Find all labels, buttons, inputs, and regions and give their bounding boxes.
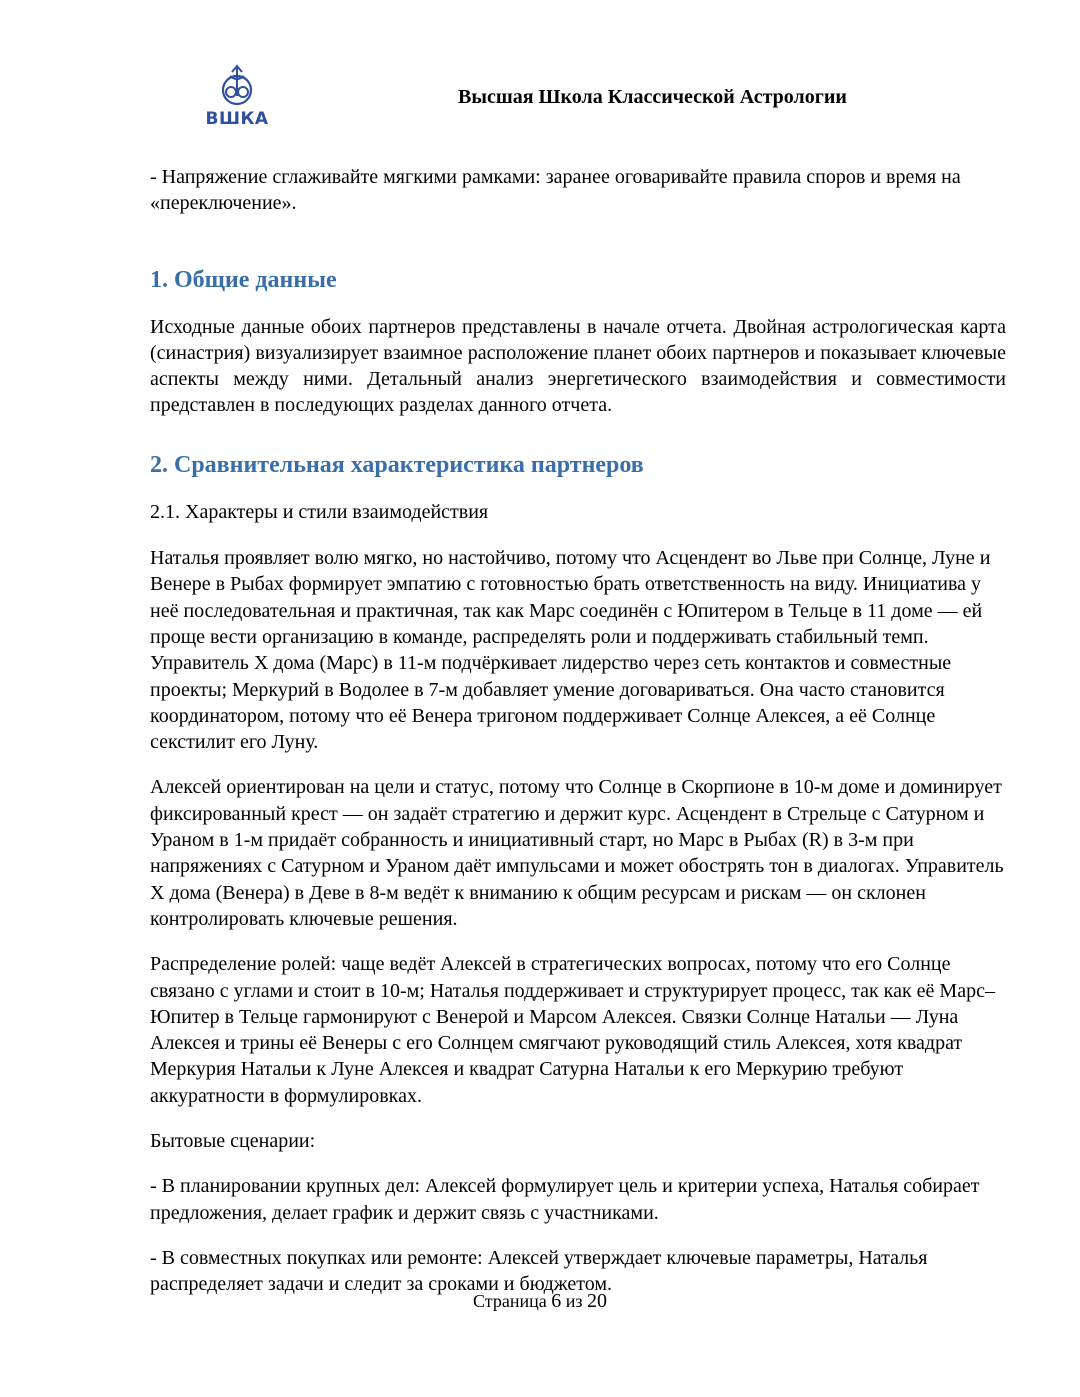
paragraph-roles: Распределение ролей: чаще ведёт Алексей в стратегических вопросах, потому что его Солнце связано с углами и стоит в 10-м; Наталья поддерживает и структурирует процесс, так как её Марс–Юпитер в Тельце гармонируют с Венерой и Марсом Алексея. Связки Солнце Натальи — Луна Алексея и трины её Венеры с его Солнцем смягчают руководящий стиль Алексея, хотя квадрат Меркурия Натальи к Луне Алексея и квадрат Сатурна Натальи к его Меркурию требуют аккуратности в формулировках.	[150, 953, 995, 1107]
school-logo	[205, 62, 269, 128]
footer-separator: из	[565, 1291, 583, 1311]
page-footer	[0, 1290, 1080, 1313]
paragraph-aleksei: Алексей ориентирован на цели и статус, потому что Солнце в Скорпионе в 10-м доме и доминирует фиксированный крест — он задаёт стратегию и держит курс. Асцендент в Стрельце с Сатурном и Ураном в 1-м придаёт собранность и инициативный старт, но Марс в Рыбах (R) в 3-м при напряжениях с Сатурном и Ураном даёт импульсами и может обострять тон в диалогах. Управитель X дома (Венера) в Деве в 8-м ведёт к вниманию к общим ресурсам и рискам — он склонен контролировать ключевые решения.	[150, 776, 1004, 930]
footer-total-pages: 20	[586, 1290, 607, 1312]
footer-prefix: Страница	[473, 1291, 547, 1311]
footer-current-page: 6	[551, 1290, 562, 1312]
intro-line: - Напряжение сглаживайте мягкими рамками: заранее оговаривайте правила споров и время на «переключение».	[150, 166, 961, 215]
astrology-emblem-icon	[215, 62, 259, 108]
section-1-paragraph: Исходные данные обоих партнеров представлены в начале отчета. Двойная астрологическая карта (синастрия) визуализирует взаимное расположение планет обоих партнеров и показывает ключевые аспекты между ними. Детальный анализ энергетического взаимодействия и совместимости представлен в последующих разделах данного отчета.	[150, 315, 1006, 417]
header-title: Высшая Школа Классической Астрологии	[458, 86, 847, 108]
paragraph-scenario-purchases: - В совместных покупках или ремонте: Алексей утверждает ключевые параметры, Наталья распределяет задачи и следит за сроками и бюджетом.	[150, 1246, 928, 1296]
section-1-heading: 1. Общие данные	[150, 266, 337, 293]
document-body	[150, 164, 1006, 1298]
section-2-subheading: 2.1. Характеры и стили взаимодействия	[150, 500, 489, 523]
section-2-heading: 2. Сравнительная характеристика партнеров	[150, 451, 644, 478]
paragraph-natalia: Наталья проявляет волю мягко, но настойчиво, потому что Асцендент во Льве при Солнце, Луне и Венере в Рыбах формирует эмпатию с готовностью брать ответственность на виду. Инициатива у неё последовательная и практичная, так как Марс соединён с Юпитером в Тельце в 11 доме — ей проще вести организацию в команде, распределять роли и поддерживать стабильный темп. Управитель X дома (Марс) в 11-м подчёркивает лидерство через сеть контактов и совместные проекты; Меркурий в Водолее в 7-м добавляет умение договариваться. Она часто становится координатором, потому что её Венера тригоном поддерживает Солнце Алексея, а её Солнце секстилит его Луну.	[150, 547, 991, 754]
paragraph-scenarios-label: Бытовые сценарии:	[150, 1130, 316, 1153]
logo-text: ВШКА	[205, 109, 269, 129]
paragraph-scenario-planning: - В планировании крупных дел: Алексей формулирует цель и критерии успеха, Наталья собирает предложения, делает график и держит связь с участниками.	[150, 1175, 980, 1224]
